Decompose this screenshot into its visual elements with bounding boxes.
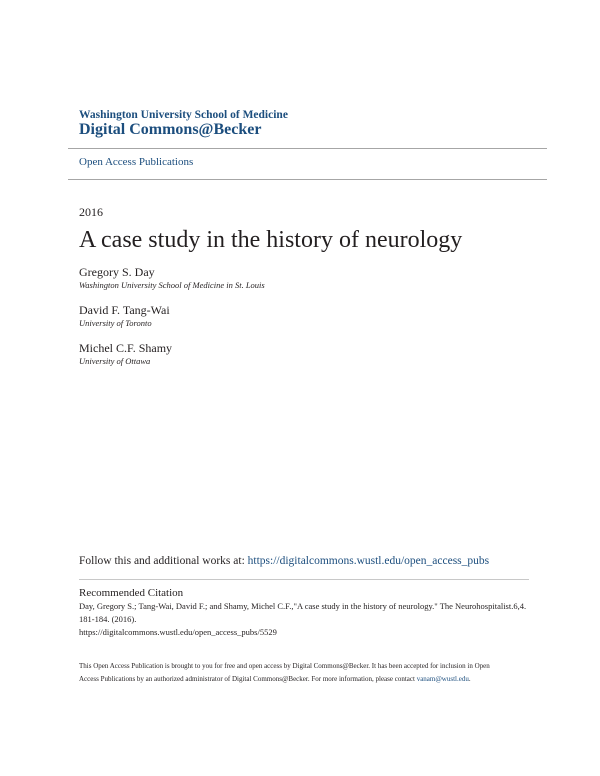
- publication-year: 2016: [79, 205, 103, 219]
- follow-link[interactable]: https://digitalcommons.wustl.edu/open_access_pubs: [247, 555, 490, 567]
- author-name: Gregory S. Day: [79, 265, 155, 279]
- access-notice: [79, 660, 529, 686]
- citation-block: [79, 600, 529, 639]
- institution-name: Washington University School of Medicine: [79, 109, 288, 121]
- author-affiliation: University of Ottawa: [79, 356, 151, 366]
- citation-line: Day, Gregory S.; Tang-Wai, David F.; and Shamy, Michel C.F.,"A case study in the history of neurology." The Neurohospitalist.6,4.: [79, 601, 527, 611]
- citation-line[interactable]: https://digitalcommons.wustl.edu/open_access_pubs/5529: [79, 627, 277, 637]
- follow-text: Follow this and additional works at:: [79, 555, 248, 567]
- citation-heading: Recommended Citation: [79, 587, 184, 599]
- author-affiliation: Washington University School of Medicine in St. Louis: [79, 280, 265, 290]
- author-name: Michel C.F. Shamy: [79, 341, 173, 355]
- author-affiliation: University of Toronto: [79, 318, 152, 328]
- contact-email-link[interactable]: vanam@wustl.edu: [416, 675, 469, 683]
- notice-line: This Open Access Publication is brought to you for free and open access by Digital Commons@Becker. It has been accepted for inclusion in Open: [79, 662, 490, 670]
- notice-line: [79, 673, 529, 686]
- citation-line: 181-184. (2016).: [79, 614, 137, 624]
- repository-name[interactable]: Digital Commons@Becker: [79, 121, 262, 138]
- author-name: David F. Tang-Wai: [79, 303, 170, 317]
- top-divider: [68, 148, 547, 149]
- bottom-divider: [68, 179, 547, 180]
- notice-period: .: [468, 675, 471, 683]
- article-title: A case study in the history of neurology: [79, 227, 463, 253]
- series-link[interactable]: Open Access Publications: [79, 156, 194, 168]
- notice-text: Access Publications by an authorized administrator of Digital Commons@Becker. For more information, please contact: [79, 675, 417, 683]
- follow-line: [79, 555, 489, 567]
- citation-divider: [79, 579, 529, 580]
